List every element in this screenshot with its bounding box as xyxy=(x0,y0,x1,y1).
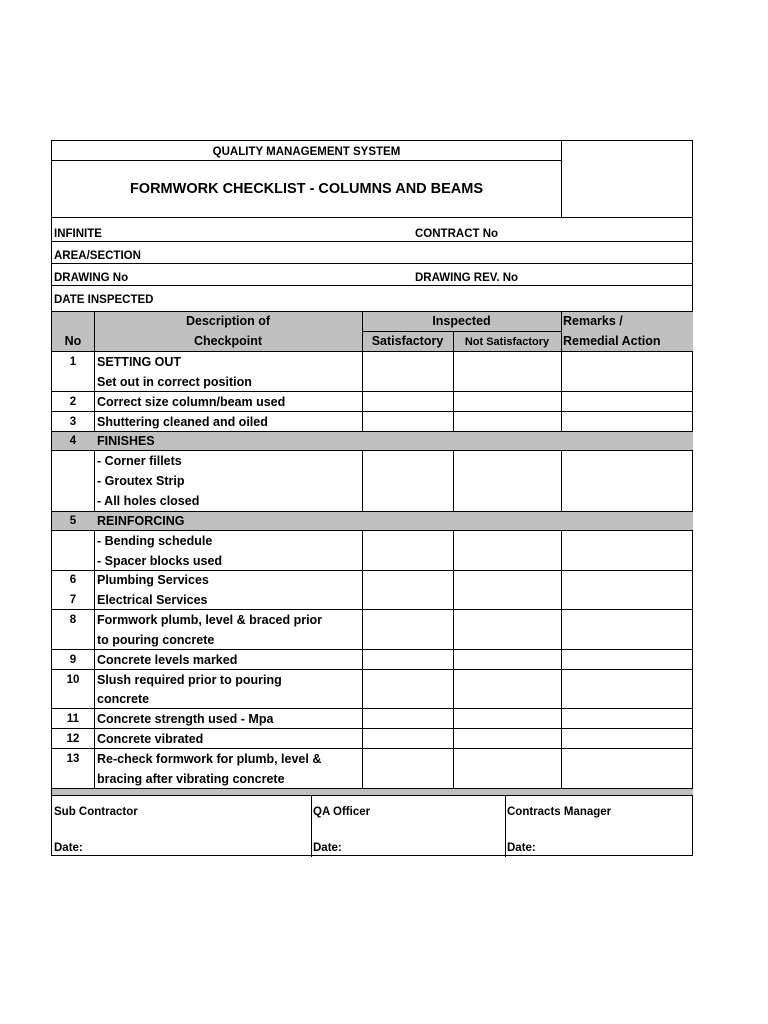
date-inspected-label: DATE INSPECTED xyxy=(54,294,154,306)
col-header-description-line1: Description of xyxy=(185,314,271,328)
drawing-no-label: DRAWING No xyxy=(54,272,129,284)
signoff-date-label: Date: xyxy=(313,842,342,854)
checkpoint-recheck-line1: Re-check formwork for plumb, level & xyxy=(97,752,322,766)
row-number: 5 xyxy=(69,515,77,527)
formwork-checklist-sheet xyxy=(51,140,693,856)
system-title: QUALITY MANAGEMENT SYSTEM xyxy=(212,146,401,158)
row-number: 3 xyxy=(69,416,77,428)
signoff-date-label: Date: xyxy=(54,842,83,854)
checkpoint-concrete-vibrated: Concrete vibrated xyxy=(97,732,204,746)
checkpoint-slush-line1: Slush required prior to pouring xyxy=(97,673,282,687)
checkpoint-slush-line2: concrete xyxy=(97,692,150,706)
checkpoint-concrete-strength: Concrete strength used - Mpa xyxy=(97,712,274,726)
checkpoint-holes-closed: - All holes closed xyxy=(97,494,200,508)
row-number: 8 xyxy=(69,614,77,626)
col-header-satisfactory: Satisfactory xyxy=(371,334,444,348)
area-section-label: AREA/SECTION xyxy=(54,250,141,262)
table-end-shading xyxy=(52,788,693,795)
row-number: 13 xyxy=(66,753,80,765)
row-number: 7 xyxy=(69,594,77,606)
checkpoint-set-out-position: Set out in correct position xyxy=(97,375,252,389)
checkpoint-spacer-blocks: - Spacer blocks used xyxy=(97,554,223,568)
signoff-qa-officer: QA Officer xyxy=(313,806,371,818)
col-header-description-line2: Checkpoint xyxy=(193,334,263,348)
section-finishes: FINISHES xyxy=(97,434,155,448)
checkpoint-groutex-strip: - Groutex Strip xyxy=(97,474,185,488)
contract-no-label: CONTRACT No xyxy=(415,228,499,240)
signoff-contracts-manager: Contracts Manager xyxy=(507,806,612,818)
col-header-remarks-line2: Remedial Action xyxy=(563,334,661,348)
row-number: 2 xyxy=(69,396,77,408)
col-header-no: No xyxy=(64,334,82,348)
col-header-inspected: Inspected xyxy=(432,314,491,328)
checkpoint-correct-size: Correct size column/beam used xyxy=(97,395,286,409)
checkpoint-recheck-line2: bracing after vibrating concrete xyxy=(97,772,285,786)
checkpoint-formwork-plumb-line1: Formwork plumb, level & braced prior xyxy=(97,613,323,627)
checkpoint-plumbing: Plumbing Services xyxy=(97,573,209,587)
checkpoint-formwork-plumb-line2: to pouring concrete xyxy=(97,633,215,647)
row-number: 9 xyxy=(69,654,77,666)
col-header-remarks-line1: Remarks / xyxy=(563,314,623,328)
row-number: 12 xyxy=(66,733,80,745)
checkpoint-corner-fillets: - Corner fillets xyxy=(97,454,182,468)
checkpoint-bending-schedule: - Bending schedule xyxy=(97,534,213,548)
row-number: 11 xyxy=(66,713,80,725)
row-number: 1 xyxy=(69,356,77,368)
checkpoint-electrical: Electrical Services xyxy=(97,593,208,607)
signoff-date-label: Date: xyxy=(507,842,536,854)
row-number: 4 xyxy=(69,435,77,447)
signoff-sub-contractor: Sub Contractor xyxy=(54,806,138,818)
row-number: 10 xyxy=(66,674,80,686)
checkpoint-shuttering: Shuttering cleaned and oiled xyxy=(97,415,268,429)
page-title: FORMWORK CHECKLIST - COLUMNS AND BEAMS xyxy=(129,181,484,197)
drawing-rev-label: DRAWING REV. No xyxy=(415,272,519,284)
project-name: INFINITE xyxy=(54,228,102,240)
section-reinforcing: REINFORCING xyxy=(97,514,185,528)
checkpoint-concrete-levels: Concrete levels marked xyxy=(97,653,238,667)
checkpoint-setting-out: SETTING OUT xyxy=(97,355,182,369)
row-number: 6 xyxy=(69,574,77,586)
col-header-not-satisfactory: Not Satisfactory xyxy=(464,336,550,348)
